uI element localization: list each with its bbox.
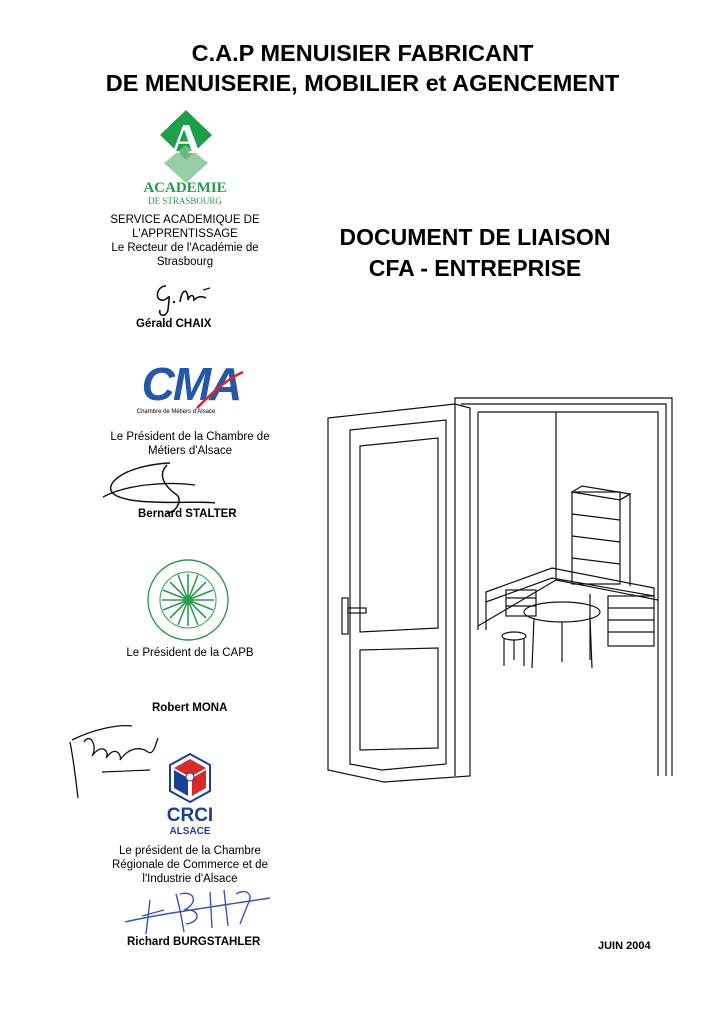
cma-line-2: Métiers d'Alsace — [147, 445, 232, 457]
academie-signature — [148, 280, 228, 320]
academie-service-text — [100, 213, 270, 269]
title-line-1: C.A.P MENUISIER FABRICANT — [191, 40, 534, 66]
academie-logo-subtitle: DE STRASBOURG — [148, 196, 222, 206]
capb-seal-icon — [146, 558, 230, 642]
crci-logo-text — [150, 806, 230, 837]
academie-logo-letter: A — [170, 117, 202, 163]
crci-signatory-name: Richard BURGSTAHLER — [127, 936, 261, 948]
document-date: JUIN 2004 — [598, 940, 651, 952]
crci-logo-subtitle: ALSACE — [169, 826, 211, 837]
academie-signatory-name: Gérald CHAIX — [136, 318, 212, 330]
capb-signatory-name: Robert MONA — [152, 702, 228, 714]
academie-logo-title: ACADEMIE — [143, 180, 227, 196]
cma-signature — [95, 455, 245, 515]
capb-signature — [62, 712, 172, 802]
crci-line-1: Le président de la Chambre — [119, 845, 261, 857]
capb-title-text — [100, 646, 280, 660]
academie-line-4: Strasbourg — [156, 256, 214, 268]
door-and-furniture-illustration — [320, 390, 680, 790]
crci-signature — [120, 880, 280, 940]
academie-line-1: SERVICE ACADEMIQUE DE — [110, 214, 260, 226]
academie-logo-text — [130, 180, 240, 206]
subtitle-line-2: CFA - ENTREPRISE — [368, 255, 582, 281]
document-subtitle — [290, 222, 660, 284]
document-title — [0, 38, 725, 98]
crci-line-3: l'Industrie d'Alsace — [142, 873, 238, 885]
cma-swoosh-icon — [195, 370, 245, 410]
cma-title-text — [100, 430, 280, 458]
academie-logo-icon — [150, 105, 220, 190]
cma-logo-subtitle: Chambre de Métiers d'Alsace — [136, 409, 216, 415]
capb-line-1: Le Président de la CAPB — [126, 647, 254, 659]
crci-logo-title: CRCI — [166, 805, 214, 826]
crci-logo-icon — [166, 752, 214, 806]
cma-logo-text: CMA — [141, 358, 241, 410]
cma-signatory-name: Bernard STALTER — [138, 508, 237, 520]
crci-line-2: Régionale de Commerce et de — [112, 859, 268, 871]
subtitle-line-1: DOCUMENT DE LIAISON — [339, 224, 611, 250]
title-line-2: DE MENUISERIE, MOBILIER et AGENCEMENT — [105, 70, 620, 96]
academie-line-2: L'APPRENTISSAGE — [132, 228, 238, 240]
cma-line-1: Le Président de la Chambre de — [110, 431, 270, 443]
academie-line-3: Le Recteur de l'Académie de — [111, 242, 259, 254]
